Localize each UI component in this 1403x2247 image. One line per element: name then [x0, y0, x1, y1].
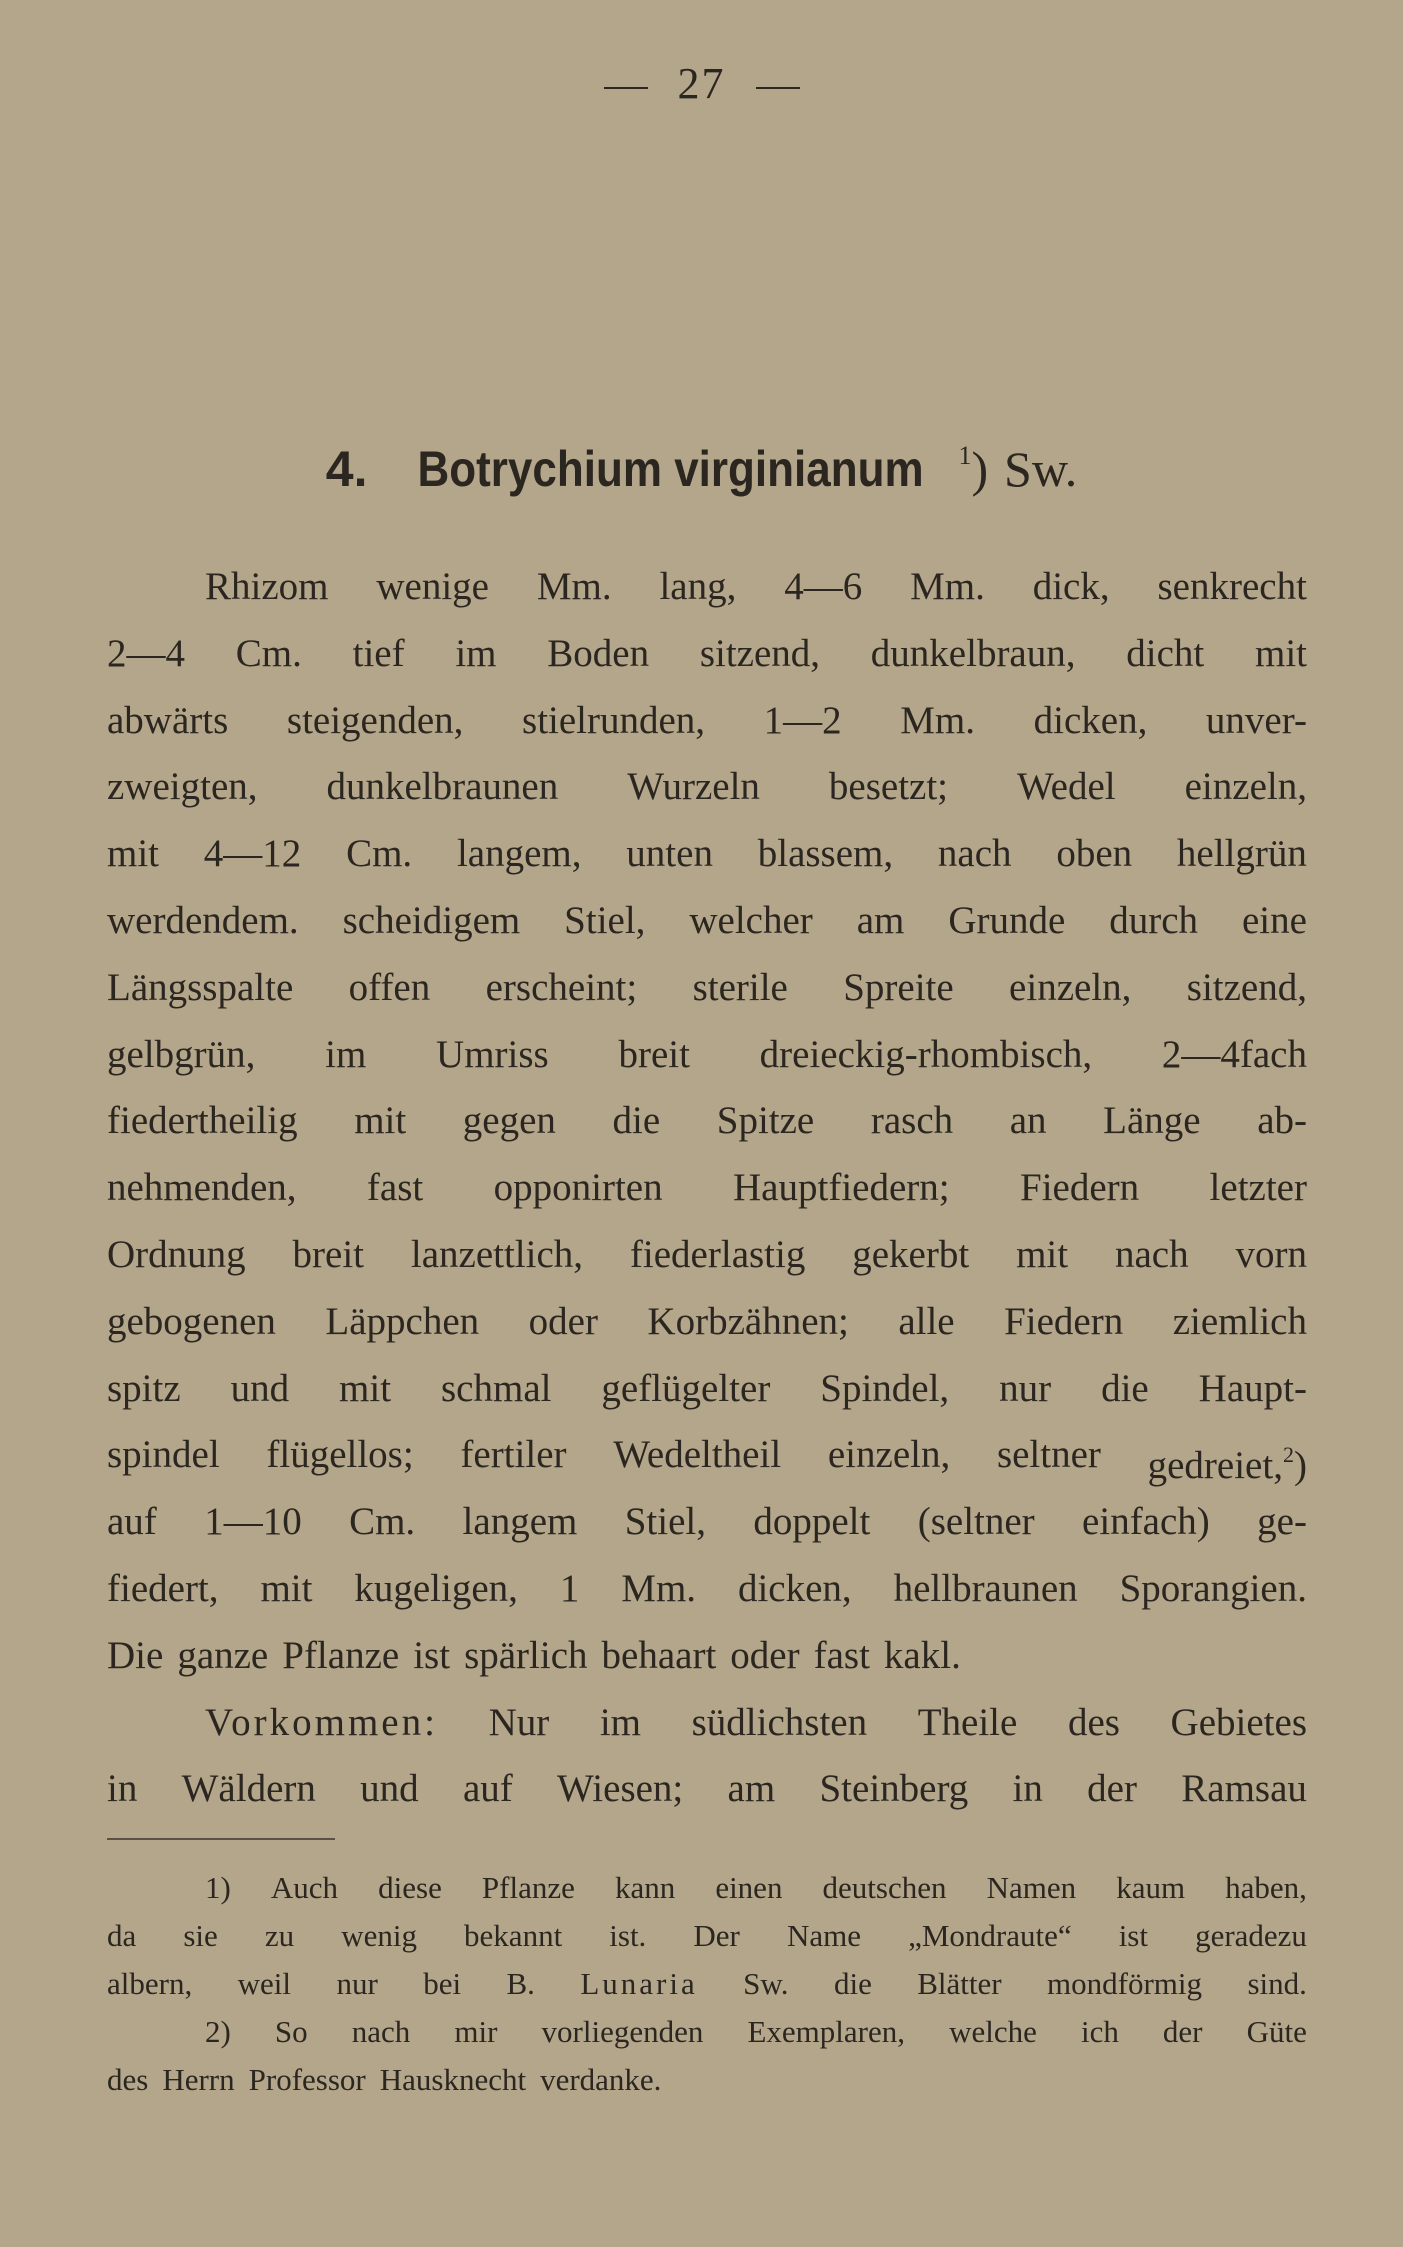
word: im	[599, 1700, 641, 1744]
word: Haupt-	[1198, 1366, 1307, 1410]
word: Läppchen	[325, 1299, 480, 1343]
word: Cm.	[235, 631, 302, 675]
word: dicht	[1126, 631, 1205, 675]
word: breit	[292, 1232, 364, 1276]
word: albern,	[107, 1966, 193, 2001]
footnote-line	[107, 1912, 1307, 1960]
word: Namen	[986, 1870, 1077, 1905]
word: mir	[454, 2014, 498, 2049]
word: der	[1162, 2014, 1203, 2049]
word: werdendem.	[107, 898, 299, 942]
word: einfach)	[1082, 1500, 1210, 1544]
word: Exemplaren,	[747, 2014, 905, 2049]
word: Umriss	[436, 1032, 549, 1076]
word: ist.	[609, 1918, 647, 1953]
word: steigenden,	[286, 698, 464, 742]
word: kann	[614, 1870, 676, 1905]
word: und	[360, 1767, 419, 1811]
word: unver-	[1205, 698, 1307, 742]
word: mit	[1254, 631, 1307, 675]
word: Ordnung	[107, 1232, 246, 1276]
body-line	[107, 1556, 1307, 1623]
word: langem	[462, 1500, 578, 1544]
word: mit	[107, 832, 160, 876]
word: bekannt	[464, 1918, 563, 1953]
word: 1—2	[763, 698, 842, 742]
word: So	[274, 2014, 308, 2049]
word: nur	[999, 1366, 1052, 1410]
word: 2—4fach	[1161, 1032, 1307, 1076]
word: kakl.	[883, 1633, 961, 1677]
word: Spitze	[716, 1099, 815, 1143]
word: schmal	[441, 1366, 552, 1410]
description-text	[107, 554, 1307, 1823]
word: zweigten,	[107, 765, 258, 809]
word: Gebietes	[1170, 1700, 1307, 1744]
word: erscheint;	[485, 965, 638, 1009]
word: spindel	[107, 1433, 220, 1477]
word: scheidigem	[342, 898, 521, 942]
word: Wedel	[1016, 765, 1116, 809]
word: offen	[348, 965, 431, 1009]
word: flügellos;	[266, 1433, 414, 1477]
occurrence-label: Vorkommen:	[205, 1700, 438, 1744]
word: hellgrün	[1176, 832, 1307, 876]
occurrence-line	[107, 1756, 1307, 1823]
word: auf	[462, 1767, 513, 1811]
word: Wäldern	[181, 1767, 316, 1811]
word: fiedert,	[107, 1566, 219, 1610]
word: dreieckig-rhombisch,	[759, 1032, 1093, 1076]
word: die	[612, 1099, 661, 1143]
word: Stiel,	[624, 1500, 706, 1544]
word: welche	[949, 2014, 1037, 2049]
word: und	[230, 1366, 290, 1410]
word: dunkelbraun,	[870, 631, 1076, 675]
word: da	[107, 1918, 137, 1953]
word: fast	[813, 1633, 870, 1677]
word: besetzt;	[828, 765, 949, 809]
word: gedreiet,$^2$)	[1148, 1422, 1307, 1489]
word: zu	[264, 1918, 295, 1953]
word: vorn	[1235, 1232, 1307, 1276]
word: dick,	[1032, 565, 1110, 608]
word: haben,	[1225, 1870, 1307, 1905]
footnote-line	[107, 1864, 1307, 1912]
word: 2)	[205, 2014, 231, 2049]
word: Spreite	[843, 965, 954, 1009]
word: 1)	[205, 1870, 231, 1905]
word: sterile	[692, 965, 788, 1009]
word: kaum	[1116, 1870, 1186, 1905]
word: seltner	[996, 1433, 1101, 1477]
word: im	[455, 631, 497, 675]
word: alle	[898, 1299, 955, 1343]
word: 1—10	[204, 1500, 302, 1544]
word: im	[325, 1032, 367, 1076]
word: ganze	[177, 1633, 269, 1677]
body-line	[107, 1222, 1307, 1289]
word: südlichsten	[691, 1700, 868, 1744]
word: sind.	[1247, 1966, 1307, 2001]
body-line	[107, 1489, 1307, 1556]
word: des	[1067, 1700, 1120, 1744]
word: mit	[339, 1366, 392, 1410]
word: rasch	[870, 1099, 954, 1143]
word: ich	[1080, 2014, 1119, 2049]
body-line	[107, 1623, 1307, 1690]
word: lang,	[659, 565, 737, 608]
word: auf	[107, 1500, 157, 1544]
word: senkrecht	[1157, 565, 1307, 608]
word: Mm.	[536, 565, 612, 608]
word: eine	[1241, 898, 1307, 942]
word: doppelt	[753, 1500, 871, 1544]
word: Ramsau	[1181, 1767, 1307, 1811]
word: gebogenen	[107, 1299, 276, 1343]
word: verdanke.	[540, 2062, 662, 2097]
word: durch	[1109, 898, 1199, 942]
word: Hauptfiedern;	[733, 1166, 950, 1210]
word: langem,	[456, 832, 582, 876]
heading-author: Sw.	[1004, 441, 1078, 497]
word: nur	[336, 1966, 378, 2001]
body-line	[107, 955, 1307, 1022]
word: Name	[786, 1918, 861, 1953]
occurrence-line	[107, 1690, 1307, 1757]
word: ist	[1118, 1918, 1148, 1953]
word: unten	[626, 832, 713, 876]
word: Mm.	[621, 1566, 697, 1610]
body-line	[107, 621, 1307, 688]
word: am	[727, 1767, 776, 1811]
word: behaart	[601, 1633, 717, 1677]
word: dunkelbraunen	[326, 765, 559, 809]
body-line	[107, 1022, 1307, 1089]
word: einzeln,	[1009, 965, 1132, 1009]
word: Rhizom	[205, 565, 329, 608]
page-number-header	[0, 58, 1403, 109]
body-line	[107, 1422, 1307, 1489]
word: weil	[237, 1966, 292, 2001]
word: welcher	[689, 898, 813, 942]
word: Cm.	[349, 1500, 416, 1544]
word: oder	[730, 1633, 800, 1677]
dash-left	[604, 87, 648, 89]
word: fiederlastig	[629, 1232, 806, 1276]
body-line	[107, 1088, 1307, 1155]
word: Nur	[488, 1700, 550, 1744]
word: Pflanze	[481, 1870, 575, 1905]
footnote-ref-2-paren: )	[1293, 1444, 1307, 1488]
word: breit	[618, 1032, 690, 1076]
word: tief	[352, 631, 405, 675]
word: Stiel,	[564, 898, 646, 942]
word: dicken,	[1033, 698, 1148, 742]
footnote-line	[107, 2056, 1307, 2104]
word: ist	[413, 1633, 451, 1677]
word: wenig	[341, 1918, 417, 1953]
word: Mm.	[900, 698, 976, 742]
word: oben	[1056, 832, 1133, 876]
heading-number: 4.	[325, 441, 368, 497]
word: (seltner	[917, 1500, 1035, 1544]
word: Die	[107, 1633, 164, 1677]
word: mit	[354, 1099, 407, 1143]
word: sitzend,	[1186, 965, 1307, 1009]
word: Lunaria	[580, 1966, 698, 2001]
word: nach	[351, 2014, 411, 2049]
word: am	[856, 898, 905, 942]
word: ge-	[1257, 1500, 1307, 1544]
word: die	[1101, 1366, 1149, 1410]
word: abwärts	[107, 698, 229, 742]
word: letzter	[1209, 1166, 1307, 1210]
word: Hausknecht	[379, 2062, 527, 2097]
word: sitzend,	[699, 631, 821, 675]
word: Wedeltheil	[613, 1433, 782, 1477]
word: gelbgrün,	[107, 1032, 256, 1076]
word: 2—4	[107, 631, 185, 675]
body-line	[107, 1289, 1307, 1356]
word: an	[1009, 1099, 1047, 1143]
word: der	[1087, 1767, 1137, 1811]
footnotes	[107, 1864, 1307, 2104]
word: gegen	[462, 1099, 556, 1143]
word: Steinberg	[819, 1767, 969, 1811]
word: opponirten	[493, 1166, 663, 1210]
word: fiedertheilig	[107, 1099, 298, 1143]
word: gekerbt	[852, 1232, 970, 1276]
word: lanzettlich,	[410, 1232, 584, 1276]
word: spärlich	[464, 1633, 588, 1677]
word: Herrn	[162, 2062, 235, 2097]
word: Cm.	[346, 832, 413, 876]
word: Fiedern	[1004, 1299, 1124, 1343]
word: in	[107, 1767, 138, 1811]
word: dicken,	[737, 1566, 852, 1610]
footnote-ref-2: 2	[1282, 1442, 1294, 1468]
body-line	[107, 1356, 1307, 1423]
word: ab-	[1257, 1099, 1307, 1143]
word: nach	[937, 832, 1012, 876]
word: sie	[183, 1918, 218, 1953]
word: Wiesen;	[557, 1767, 684, 1811]
word: einen	[715, 1870, 783, 1905]
word: wenige	[376, 565, 489, 608]
word: nach	[1114, 1232, 1189, 1276]
body-line	[107, 888, 1307, 955]
word: Fiedern	[1020, 1166, 1140, 1210]
body-line	[107, 754, 1307, 821]
word: 4—6	[784, 565, 863, 608]
word: oder	[528, 1299, 598, 1343]
heading-title: Botrychium virginianum	[417, 441, 924, 497]
word: ziemlich	[1172, 1299, 1307, 1343]
word: Theile	[917, 1700, 1018, 1744]
word: fast	[366, 1166, 424, 1210]
body-line	[107, 554, 1307, 621]
word: Sw.	[743, 1966, 789, 2001]
word: B.	[506, 1966, 535, 2001]
word: Spindel,	[820, 1366, 950, 1410]
page-number: 27	[677, 59, 726, 108]
body-line	[107, 821, 1307, 888]
word: Korbzähnen;	[647, 1299, 849, 1343]
word: fertiler	[460, 1433, 567, 1477]
word: des	[107, 2062, 149, 2097]
word: kugeligen,	[354, 1566, 518, 1610]
word: Wurzeln	[627, 765, 760, 809]
word: stielrunden,	[522, 698, 706, 742]
word: Sporangien.	[1119, 1566, 1307, 1610]
word: Grunde	[948, 898, 1066, 942]
word: 4—12	[203, 832, 302, 876]
word: Länge	[1103, 1099, 1201, 1143]
word: Professor	[248, 2062, 366, 2097]
word: Boden	[547, 631, 650, 675]
word: Güte	[1246, 2014, 1307, 2049]
word: mit	[1016, 1232, 1069, 1276]
word: spitz	[107, 1366, 181, 1410]
section-heading	[0, 440, 1403, 498]
body-line	[107, 1155, 1307, 1222]
footnote-rule	[107, 1838, 335, 1840]
word: nehmenden,	[107, 1166, 297, 1210]
word: die	[833, 1966, 872, 2001]
footnote-line	[107, 2008, 1307, 2056]
word: „Mondraute“	[908, 1918, 1072, 1953]
word: blassem,	[757, 832, 894, 876]
word: einzeln,	[827, 1433, 951, 1477]
word: Der	[693, 1918, 740, 1953]
word: hellbraunen	[893, 1566, 1078, 1610]
word: Pflanze	[282, 1633, 400, 1677]
word: diese	[378, 1870, 442, 1905]
word: mit	[260, 1566, 313, 1610]
word: einzeln,	[1184, 765, 1307, 809]
heading-footnote-ref: 1	[958, 441, 972, 470]
word: Längsspalte	[107, 965, 294, 1009]
heading-paren: )	[971, 441, 989, 497]
body-line	[107, 688, 1307, 755]
word: 1	[559, 1566, 580, 1610]
word: geflügelter	[601, 1366, 771, 1410]
word: vorliegenden	[541, 2014, 704, 2049]
word: in	[1012, 1767, 1043, 1811]
word: geradezu	[1195, 1918, 1307, 1953]
word: bei	[423, 1966, 462, 2001]
word: mondförmig	[1047, 1966, 1203, 2001]
word: Mm.	[910, 565, 985, 608]
word: Auch	[270, 1870, 339, 1905]
footnote-line	[107, 1960, 1307, 2008]
word: deutschen	[822, 1870, 947, 1905]
dash-right	[756, 87, 800, 89]
word: Blätter	[917, 1966, 1002, 2001]
